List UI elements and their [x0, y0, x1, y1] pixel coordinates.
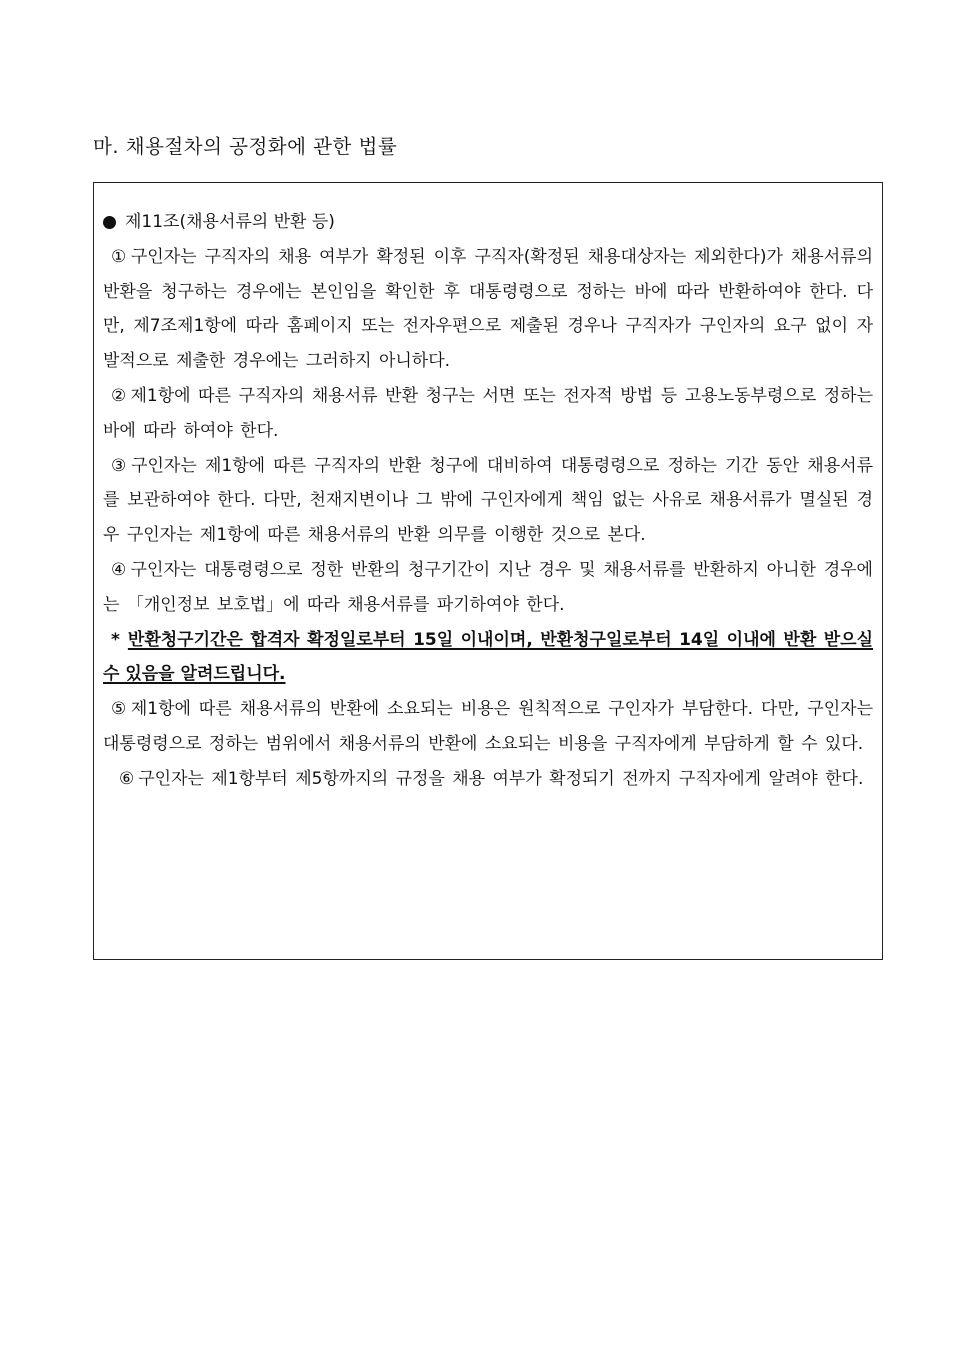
paragraph-number: ⑥ [119, 768, 135, 789]
law-excerpt-content [103, 205, 873, 797]
paragraph-text: 구인자는 제1항에 따른 구직자의 반환 청구에 대비하여 대통령령으로 정하는 기간 동안 채용서류를 보관하여야 한다. 다만, 천재지변이나 그 밖에 구인자에게 책임 없는 사유로 채용서류가 멸실된 경우 구인자는 제1항에 따른 채용서류의 반환 의무를 이행한 것으로 본다. [103, 455, 873, 546]
article-heading [103, 205, 873, 240]
paragraph-5 [103, 692, 873, 762]
paragraph-text: 구인자는 구직자의 채용 여부가 확정된 이후 구직자(확정된 채용대상자는 제외한다)가 채용서류의 반환을 청구하는 경우에는 본인임을 확인한 후 대통령령으로 정하는 바에 따라 반환하여야 한다. 다만, 제7조제1항에 따라 홈페이지 또는 전자우편으로 제출된 경우나 구직자가 구인자의 요구 없이 자발적으로 제출한 경우에는 그러하지 아니하다. [103, 246, 873, 372]
paragraph-6 [103, 762, 873, 797]
paragraph-number: ① [111, 246, 127, 267]
paragraph-number: ④ [111, 559, 127, 580]
paragraph-number: ③ [111, 455, 128, 476]
paragraph-2 [103, 379, 873, 449]
paragraph-3 [103, 449, 873, 553]
paragraph-number: ⑤ [111, 699, 127, 720]
paragraph-text: 구인자는 제1항부터 제5항까지의 규정을 채용 여부가 확정되기 전까지 구직자에게 알려야 한다. [138, 768, 864, 789]
paragraph-number: ② [111, 385, 127, 406]
paragraph-text: 제1항에 따른 채용서류의 반환에 소요되는 비용은 원칙적으로 구인자가 부담한다. 다만, 구인자는 대통령령으로 정하는 범위에서 채용서류의 반환에 소요되는 비용을 구직자에게 부담하게 할 수 있다. [103, 699, 873, 754]
return-period-notice [103, 623, 873, 693]
notice-text: 반환청구기간은 합격자 확정일로부터 15일 이내이며, 반환청구일로부터 14일 이내에 반환 받으실 수 있음을 알려드립니다. [103, 629, 873, 685]
paragraph-4 [103, 553, 873, 623]
paragraph-text: 구인자는 대통령령으로 정한 반환의 청구기간이 지난 경우 및 채용서류를 반환하지 아니한 경우에는 「개인정보 보호법」에 따라 채용서류를 파기하여야 한다. [103, 559, 873, 615]
bullet-icon [103, 216, 116, 229]
paragraph-1 [103, 240, 873, 379]
notice-star: * [111, 629, 120, 650]
law-excerpt-box [93, 182, 883, 960]
section-title: 마. 채용절차의 공정화에 관한 법률 [93, 135, 398, 158]
paragraph-text: 제1항에 따른 구직자의 채용서류 반환 청구는 서면 또는 전자적 방법 등 고용노동부령으로 정하는 바에 따라 하여야 한다. [103, 385, 873, 441]
article-heading-text: 제11조(채용서류의 반환 등) [125, 212, 335, 232]
